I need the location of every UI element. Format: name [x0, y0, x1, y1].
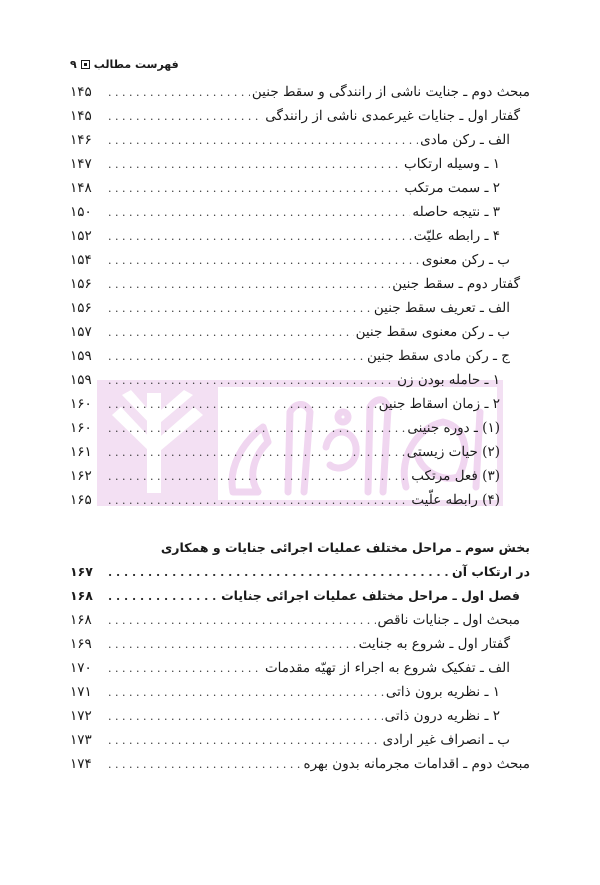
toc-group-1 — [70, 80, 530, 512]
toc-entry[interactable]: ج ـ رکن مادی سقط جنین . . . ۱۵۹ — [70, 344, 530, 368]
toc-entry[interactable]: ب ـ رکن معنوی . . . ۱۵۴ — [70, 248, 530, 272]
leader-dots — [108, 729, 381, 753]
toc-entry[interactable]: الف ـ تفکیک شروع به اجراء از تهیّه مقدمات . . . ۱۷۰ — [70, 656, 530, 680]
toc-group-2 — [70, 584, 530, 776]
toc-entry[interactable]: (۴) رابطه علّیت . . . ۱۶۵ — [70, 488, 530, 512]
section-spacer — [70, 512, 530, 536]
toc-entry[interactable]: (۳) فعل مرتکب . . . ۱۶۲ — [70, 464, 530, 488]
toc-entry[interactable]: ۱ ـ وسیله ارتکاب . . . ۱۴۷ — [70, 152, 530, 176]
toc-entry[interactable]: فصل اول ـ مراحل مختلف عملیات اجرائی جنایات . . . ۱۶۸ — [70, 584, 530, 608]
leader-dots — [108, 201, 410, 225]
toc-entry[interactable]: گفتار دوم ـ سقط جنین . . . ۱۵۶ — [70, 272, 530, 296]
part-three-title-line1: بخش سوم ـ مراحل مختلف عملیات اجرائی جنایات و همکاری — [160, 540, 530, 555]
leader-dots — [108, 105, 263, 129]
leader-dots — [108, 225, 412, 249]
leader-dots — [108, 417, 405, 441]
leader-dots — [108, 345, 365, 369]
toc-entry[interactable]: مبحث اول ـ جنایات ناقص . . . ۱۶۸ — [70, 608, 530, 632]
leader-dots — [108, 657, 263, 681]
table-of-contents — [70, 80, 530, 776]
header-title: فهرست مطالب — [93, 58, 179, 71]
toc-entry[interactable]: گفتار اول ـ شروع به جنایت . . . ۱۶۹ — [70, 632, 530, 656]
toc-entry[interactable]: ب ـ رکن معنوی سقط جنین . . . ۱۵۷ — [70, 320, 530, 344]
toc-entry[interactable]: ۳ ـ نتیجه حاصله . . . ۱۵۰ — [70, 200, 530, 224]
leader-dots — [108, 633, 357, 657]
leader-dots — [108, 129, 418, 153]
toc-entry[interactable]: مبحث دوم ـ جنایت ناشی از رانندگی و سقط جنین . . . ۱۴۵ — [70, 80, 530, 104]
square-bullet-icon — [81, 60, 90, 69]
leader-dots — [108, 297, 372, 321]
toc-entry[interactable]: الف ـ رکن مادی . . . ۱۴۶ — [70, 128, 530, 152]
leader-dots — [108, 321, 354, 345]
part-three-heading[interactable] — [70, 536, 530, 584]
leader-dots — [108, 273, 390, 297]
toc-entry[interactable]: ۱ ـ نظریه برون ذاتی . . . ۱۷۱ — [70, 680, 530, 704]
toc-entry[interactable]: ۲ ـ سمت مرتکب . . . ۱۴۸ — [70, 176, 530, 200]
toc-entry[interactable]: (۲) حیات زیستی . . . ۱۶۱ — [70, 440, 530, 464]
leader-dots — [108, 561, 450, 585]
toc-entry[interactable]: (۱) ـ دوره جنینی . . . ۱۶۰ — [70, 416, 530, 440]
leader-dots — [108, 369, 395, 393]
toc-entry[interactable]: ب ـ انصراف غیر ارادی . . . ۱۷۳ — [70, 728, 530, 752]
leader-dots — [108, 81, 250, 105]
leader-dots — [108, 249, 420, 273]
leader-dots — [108, 441, 405, 465]
toc-entry[interactable]: ۲ ـ زمان اسقاط جنین . . . ۱۶۰ — [70, 392, 530, 416]
toc-entry: در ارتکاب آن . . . ۱۶۷ — [70, 560, 530, 584]
leader-dots — [108, 681, 384, 705]
leader-dots — [108, 705, 383, 729]
leader-dots — [108, 585, 219, 609]
leader-dots — [108, 465, 409, 489]
toc-entry[interactable]: ۴ ـ رابطه علیّت . . . ۱۵۲ — [70, 224, 530, 248]
leader-dots — [108, 393, 377, 417]
toc-entry[interactable]: ۱ ـ حامله بودن زن . . . ۱۵۹ — [70, 368, 530, 392]
leader-dots — [108, 177, 402, 201]
toc-entry[interactable]: الف ـ تعریف سقط جنین . . . ۱۵۶ — [70, 296, 530, 320]
leader-dots — [108, 753, 302, 777]
running-header — [70, 58, 179, 71]
toc-entry[interactable]: مبحث دوم ـ اقدامات مجرمانه بدون بهره . . . ۱۷۴ — [70, 752, 530, 776]
toc-entry[interactable]: ۲ ـ نظریه درون ذاتی . . . ۱۷۲ — [70, 704, 530, 728]
leader-dots — [108, 153, 402, 177]
leader-dots — [108, 609, 376, 633]
leader-dots — [108, 489, 409, 513]
toc-entry[interactable]: گفتار اول ـ جنایات غیرعمدی ناشی از رانندگی . . . ۱۴۵ — [70, 104, 530, 128]
header-page-number: ۹ — [70, 58, 77, 71]
